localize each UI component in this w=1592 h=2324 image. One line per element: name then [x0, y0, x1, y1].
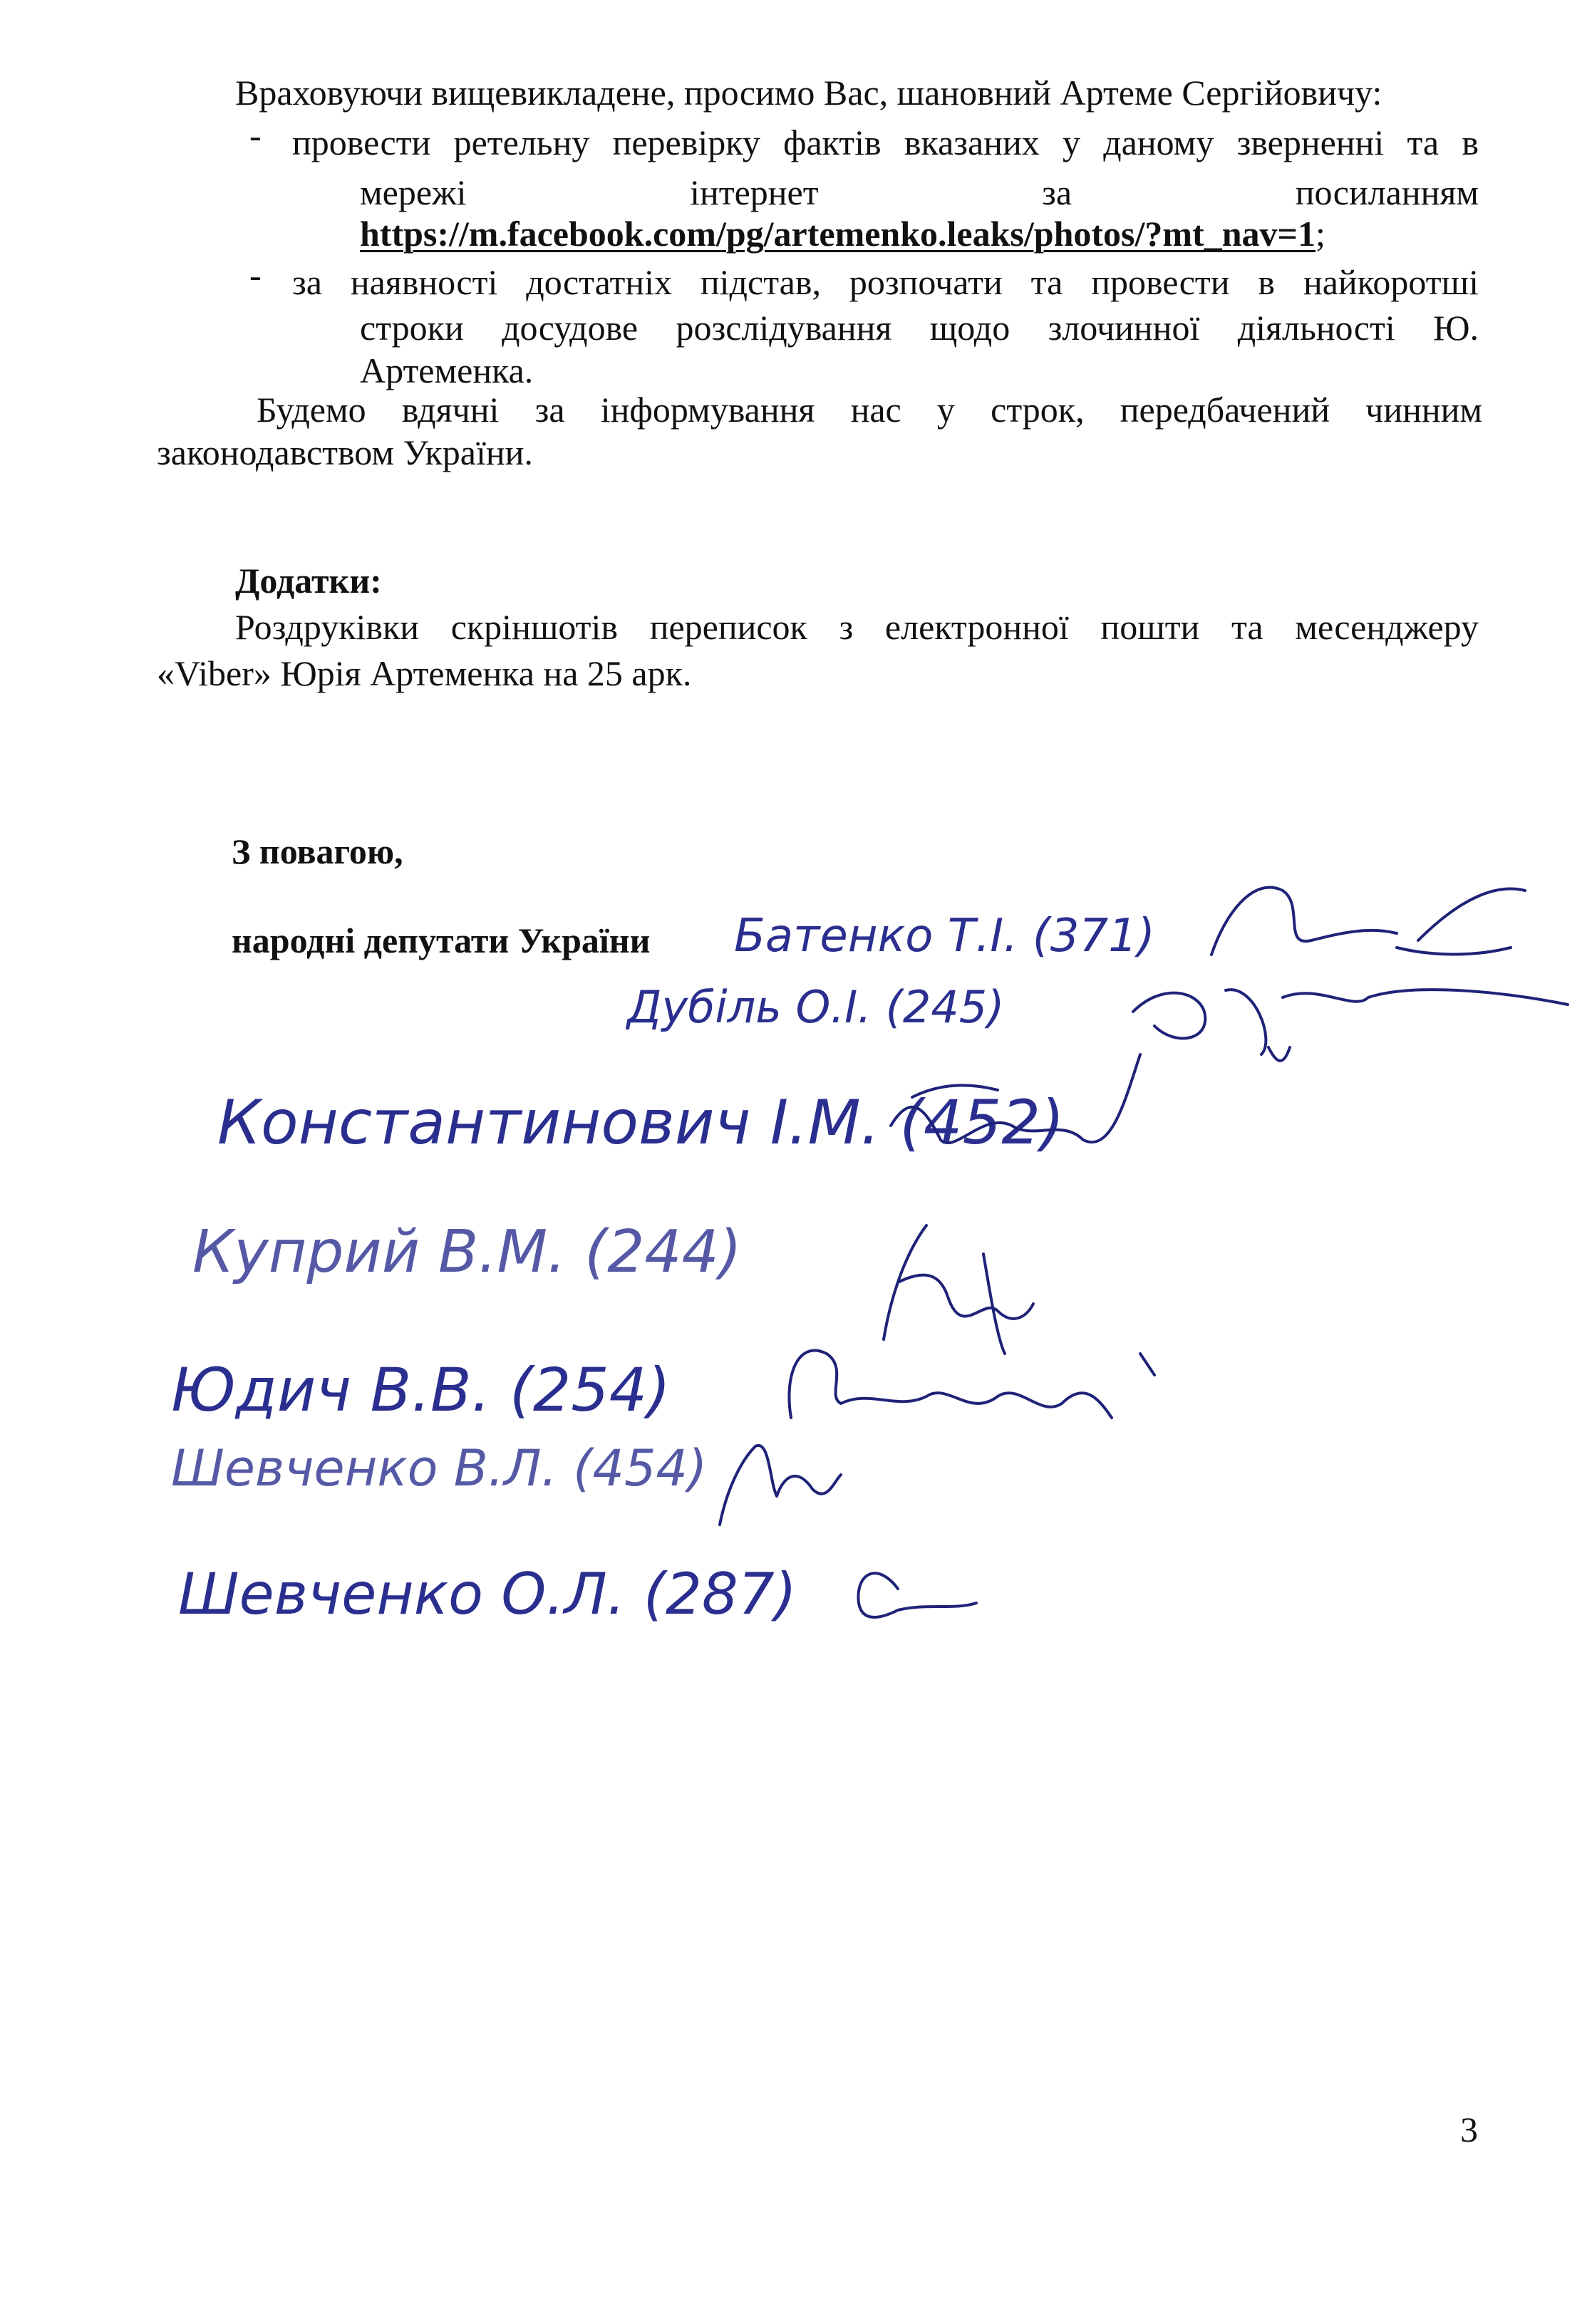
bullet-marker: -: [249, 115, 262, 155]
signature-name-3: Константинович І.М. (452): [217, 1087, 1065, 1158]
closing-line1: Будемо вдячні за інформування нас у строк, передбачений чинним: [257, 390, 1482, 430]
bullet2-line1: за наявності достатніх підстав, розпочати та провести в найкоротші: [292, 262, 1479, 302]
signature-mark-1: [1211, 888, 1525, 955]
attachments-heading: Додатки:: [235, 561, 382, 601]
signature-mark-6: [720, 1446, 841, 1525]
signature-mark-5: [789, 1351, 1154, 1418]
attachments-line2: «Viber» Юрія Артеменка на 25 арк.: [157, 653, 692, 693]
attachments-line1: Роздруківки скріншотів переписок з електронної пошти та месенджеру: [235, 607, 1479, 647]
facebook-link[interactable]: https://m.facebook.com/pg/artemenko.leaks/photos/?mt_nav=1: [360, 214, 1316, 254]
signatory-title: народні депутати України: [232, 920, 651, 960]
bullet1-line2: мережі інтернет за посиланням: [360, 172, 1479, 212]
bullet-marker-2: -: [249, 255, 262, 295]
bullet2-line3: Артеменка.: [360, 351, 534, 390]
signature-mark-3: [891, 1054, 1140, 1143]
bullet2-line2: строки досудове розслідування щодо злочинної діяльності Ю.: [360, 308, 1479, 348]
signature-name-4: Куприй В.М. (244): [192, 1218, 742, 1286]
page-number: 3: [1460, 2110, 1478, 2149]
signature-name-2: Дубіль О.І. (245): [627, 981, 1005, 1033]
signature-name-7: Шевченко О.Л. (287): [178, 1561, 797, 1627]
closing-line2: законодавством України.: [157, 432, 533, 472]
signature-mark-4: [884, 1225, 1033, 1354]
regards: З повагою,: [232, 831, 403, 871]
signature-mark-7: [858, 1573, 976, 1617]
bullet1-line1: провести ретельну перевірку фактів вказаних у даному зверненні та в: [292, 123, 1479, 162]
link-terminator: ;: [1316, 214, 1325, 254]
signature-name-1: Батенко Т.І. (371): [734, 910, 1155, 963]
signature-mark-2: [1133, 990, 1568, 1061]
intro-paragraph: Враховуючи вищевикладене, просимо Вас, шановний Артеме Сергійовичу:: [235, 73, 1382, 113]
signature-name-6: Шевченко В.Л. (454): [171, 1439, 708, 1498]
signature-name-5: Юдич В.В. (254): [171, 1355, 671, 1425]
bullet1-link-line: [360, 212, 1325, 255]
